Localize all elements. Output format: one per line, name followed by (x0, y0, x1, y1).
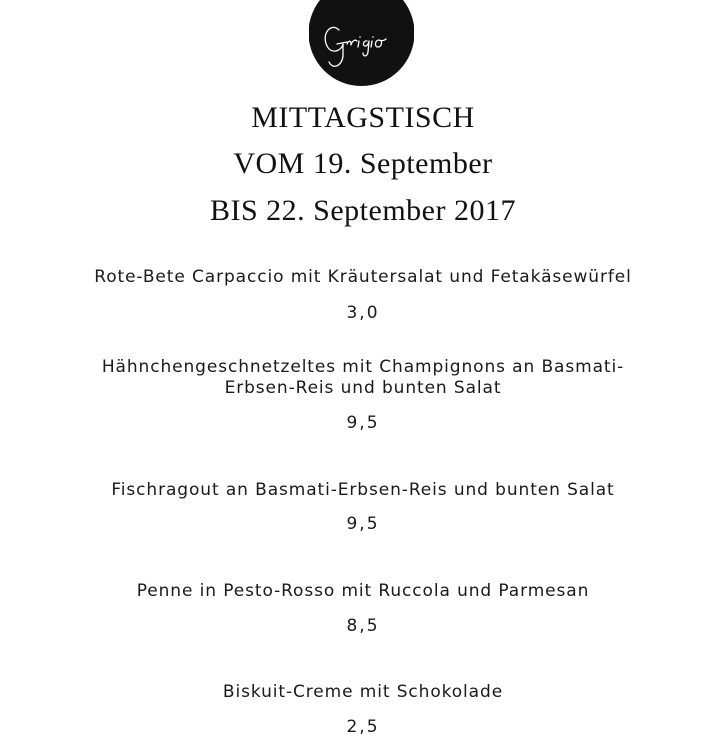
menu-item-name-line: Hähnchengeschnetzeltes mit Champignons an Basmati- (101, 357, 625, 377)
date-to: BIS 22. September 2017 (210, 194, 516, 227)
menu-item-name: Rote-Bete Carpaccio mit Kräutersalat und Fetakäsewürfel (94, 267, 632, 287)
menu-item-price: 8,5 (346, 616, 380, 636)
menu-item-name: Fischragout an Basmati-Erbsen-Reis und bunten Salat (111, 480, 615, 500)
grigio-logo-mark (309, 0, 414, 88)
menu-item-price: 2,5 (346, 717, 380, 737)
menu-item-price: 3,0 (346, 303, 380, 323)
grigio-logo (309, 0, 414, 88)
title-mittagstisch: MITTAGSTISCH (251, 101, 475, 134)
menu-item-name: Biskuit-Creme mit Schokolade (222, 682, 504, 702)
menu-item-name (0, 357, 726, 399)
menu-item-price: 9,5 (346, 514, 380, 534)
menu-item-name: Penne in Pesto-Rosso mit Ruccola und Parmesan (136, 581, 590, 601)
menu-item-name-line: Erbsen-Reis und bunten Salat (224, 378, 502, 398)
date-from: VOM 19. September (233, 147, 493, 180)
menu-item-price: 9,5 (346, 413, 380, 433)
